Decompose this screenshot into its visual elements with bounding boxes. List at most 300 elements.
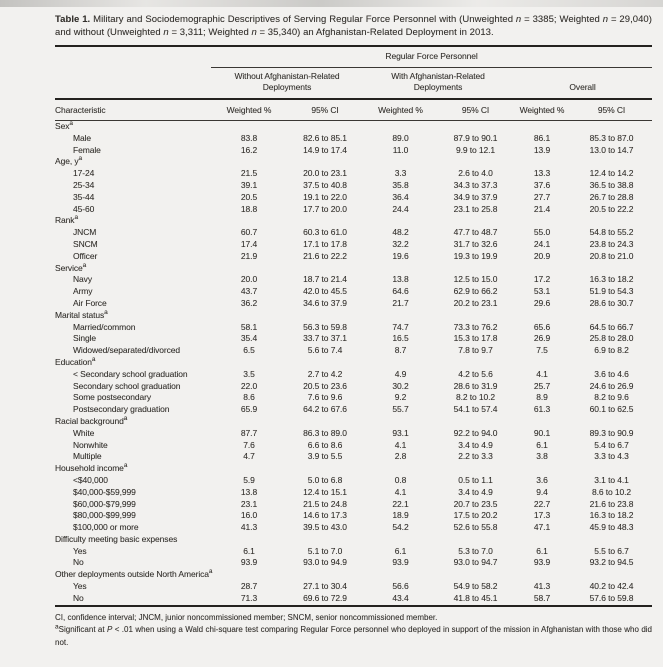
- category-row: [55, 357, 652, 369]
- weighted-pct-cell: 4.9: [394, 368, 407, 379]
- ci-cell: 54.1 to 57.4: [453, 404, 498, 415]
- ci-cell: 21.6 to 23.8: [589, 498, 634, 509]
- weighted-pct-cell: 6.5: [243, 345, 255, 356]
- category-row: [55, 569, 652, 581]
- row-label: Single: [73, 333, 97, 344]
- ci-cell: 4.2 to 5.6: [458, 368, 493, 379]
- row-label: $60,000-$79,999: [73, 498, 136, 509]
- category-label: Rank$^a$: [55, 215, 78, 226]
- significance-marker: a: [78, 156, 83, 163]
- weighted-pct-cell: 48.2: [392, 227, 409, 238]
- row-label: Air Force: [73, 297, 107, 308]
- scan-artifact-band: [0, 0, 663, 7]
- category-label: Service$^a$: [55, 262, 87, 273]
- data-row: [55, 510, 652, 522]
- category-row: [55, 215, 652, 227]
- weighted-pct-cell: 21.4: [533, 203, 551, 214]
- weighted-pct-cell: 93.9: [533, 557, 551, 568]
- data-row: [55, 251, 652, 263]
- weighted-pct-cell: 3.8: [536, 451, 548, 462]
- ci-cell: 20.5 to 23.6: [303, 380, 347, 391]
- ci-cell: 47.7 to 48.7: [453, 227, 498, 238]
- column-header-row: [55, 99, 652, 121]
- weighted-pct-cell: 24.4: [392, 203, 409, 214]
- ci-cell: 34.9 to 37.9: [453, 191, 498, 202]
- ci-cell: 60.1 to 62.5: [589, 404, 634, 415]
- weighted-pct-cell: 8.9: [536, 392, 548, 403]
- ci-cell: 21.5 to 24.8: [303, 498, 347, 509]
- title-text: Military and Sociodemographic Descriptives of Serving Regular Force Personnel with (Unweighted: [90, 14, 516, 25]
- group-header-without: Without Afghanistan-Related Deployments: [211, 68, 363, 100]
- row-label: Secondary school graduation: [73, 380, 181, 391]
- ci-cell: 3.6 to 4.6: [594, 368, 629, 379]
- weighted-pct-cell: 6.1: [394, 545, 407, 556]
- weighted-pct-cell: 29.6: [533, 297, 551, 308]
- ci-cell: 14.9 to 17.4: [303, 144, 347, 155]
- category-label: Sex$^a$: [55, 120, 73, 131]
- category-label: Age, $y^a$: [55, 156, 83, 167]
- weighted-pct-cell: 3.6: [536, 474, 548, 485]
- weighted-pct-cell: 3.3: [394, 168, 407, 179]
- ci-cell: 64.2 to 67.6: [303, 404, 347, 415]
- weighted-pct-cell: 4.1: [536, 368, 548, 379]
- weighted-pct-cell: 28.7: [240, 581, 258, 592]
- weighted-pct-cell: 53.1: [533, 286, 551, 297]
- ci-cell: 56.3 to 59.8: [303, 321, 347, 332]
- ci-cell: 6.6 to 8.6: [307, 439, 343, 450]
- ci-cell: 73.3 to 76.2: [453, 321, 498, 332]
- data-row: [55, 451, 652, 463]
- ci-cell: 5.4 to 6.7: [594, 439, 629, 450]
- ci-cell: 34.6 to 37.9: [303, 297, 347, 308]
- ci-cell: 5.1 to 7.0: [307, 545, 343, 556]
- col-header-ci-overall: 95% CI: [571, 99, 652, 121]
- weighted-pct-cell: 13.8: [392, 274, 409, 285]
- ci-cell: 3.3 to 4.3: [594, 451, 629, 462]
- weighted-pct-cell: 19.6: [392, 250, 409, 261]
- weighted-pct-cell: 20.5: [240, 191, 258, 202]
- row-label: Widowed/separated/divorced: [73, 345, 181, 356]
- ci-cell: 42.0 to 45.5: [303, 286, 347, 297]
- row-label: Nonwhite: [73, 439, 108, 450]
- ci-cell: 54.8 to 55.2: [589, 227, 634, 238]
- table-title: Table 1. Military and Sociodemographic Descriptives of Serving Regular Force Personnel with (Unweighted n = 3385; Weighted n = 29,040) and without (Unweighted n = 3,311; Weighted n = 35,340) an Afghanistan-Related Deployment in 2013.: [55, 14, 652, 38]
- ci-cell: 0.5 to 1.1: [458, 474, 493, 485]
- weighted-pct-cell: 47.1: [533, 522, 551, 533]
- ci-cell: 54.9 to 58.2: [453, 581, 498, 592]
- ci-cell: 5.3 to 7.0: [458, 545, 493, 556]
- weighted-pct-cell: 25.7: [533, 380, 551, 391]
- weighted-pct-cell: 9.4: [536, 486, 548, 497]
- weighted-pct-cell: 64.6: [392, 286, 409, 297]
- weighted-pct-cell: 32.2: [392, 238, 409, 249]
- spanner-header-row: [55, 46, 652, 68]
- significance-marker: a: [74, 215, 78, 222]
- weighted-pct-cell: 37.6: [533, 179, 551, 190]
- ci-cell: 20.2 to 23.1: [453, 297, 498, 308]
- data-row: [55, 239, 652, 251]
- data-row: [55, 499, 652, 511]
- weighted-pct-cell: 4.1: [394, 439, 407, 450]
- row-label: JNCM: [73, 227, 97, 238]
- weighted-pct-cell: 18.8: [240, 203, 258, 214]
- weighted-pct-cell: 35.4: [240, 333, 258, 344]
- ci-cell: 25.8 to 28.0: [589, 333, 634, 344]
- weighted-pct-cell: 23.1: [240, 498, 258, 509]
- data-row: [55, 298, 652, 310]
- weighted-pct-cell: 0.8: [394, 474, 407, 485]
- col-header-weighted-pct-overall: Weighted %: [513, 99, 571, 121]
- weighted-pct-cell: 18.9: [392, 510, 409, 521]
- weighted-pct-cell: 30.2: [392, 380, 409, 391]
- weighted-pct-cell: 35.8: [392, 179, 409, 190]
- ci-cell: 52.6 to 55.8: [453, 522, 498, 533]
- row-label: Officer: [73, 250, 98, 261]
- data-row: [55, 180, 652, 192]
- ci-cell: 93.0 to 94.7: [453, 557, 498, 568]
- weighted-pct-cell: 87.7: [240, 427, 258, 438]
- data-row: [55, 581, 652, 593]
- row-label: Married/common: [73, 321, 136, 332]
- significance-marker: a: [69, 120, 73, 128]
- weighted-pct-cell: 17.3: [533, 510, 551, 521]
- significance-marker: a: [82, 262, 87, 269]
- ci-cell: 5.6 to 7.4: [307, 345, 343, 356]
- weighted-pct-cell: 21.7: [392, 297, 409, 308]
- weighted-pct-cell: 65.6: [533, 321, 551, 332]
- ci-cell: 20.5 to 22.2: [589, 203, 634, 214]
- ci-cell: 14.6 to 17.3: [303, 510, 347, 521]
- ci-cell: 19.1 to 22.0: [303, 191, 347, 202]
- ci-cell: 12.5 to 15.0: [453, 274, 498, 285]
- table-body: [55, 121, 652, 606]
- weighted-pct-cell: 27.7: [533, 191, 551, 202]
- weighted-pct-cell: 11.0: [392, 144, 409, 155]
- row-label: $80,000-$99,999: [73, 510, 136, 521]
- data-row: [55, 557, 652, 569]
- weighted-pct-cell: 13.8: [240, 486, 258, 497]
- col-header-weighted-pct-with: Weighted %: [363, 99, 438, 121]
- weighted-pct-cell: 17.4: [240, 238, 258, 249]
- ci-cell: 7.8 to 9.7: [458, 345, 493, 356]
- group-header-with: With Afghanistan-Related Deployments: [363, 68, 513, 100]
- ci-cell: 33.7 to 37.1: [303, 333, 347, 344]
- ci-cell: 12.4 to 14.2: [589, 168, 634, 179]
- ci-cell: 3.4 to 4.9: [458, 486, 493, 497]
- weighted-pct-cell: 71.3: [240, 592, 258, 603]
- ci-cell: 23.1 to 25.8: [453, 203, 498, 214]
- col-header-characteristic: Characteristic: [55, 99, 211, 121]
- col-header-weighted-pct-without: Weighted %: [211, 99, 287, 121]
- ci-cell: 5.0 to 6.8: [307, 474, 343, 485]
- row-label: Army: [73, 286, 93, 297]
- ci-cell: 69.6 to 72.9: [303, 592, 347, 603]
- table-number-label: Table 1.: [55, 14, 91, 25]
- row-label: Yes: [73, 545, 87, 556]
- weighted-pct-cell: 61.3: [533, 404, 551, 415]
- ci-cell: 31.7 to 32.6: [453, 238, 498, 249]
- ci-cell: 2.7 to 4.2: [307, 368, 343, 379]
- ci-cell: 20.0 to 23.1: [303, 168, 347, 179]
- weighted-pct-cell: 22.1: [392, 498, 409, 509]
- category-label: Marital status$^a$: [55, 309, 108, 320]
- weighted-pct-cell: 43.7: [240, 286, 258, 297]
- ci-cell: 87.9 to 90.1: [453, 132, 498, 143]
- weighted-pct-cell: 43.4: [392, 592, 409, 603]
- ci-cell: 92.2 to 94.0: [453, 427, 498, 438]
- footnote-significance: $^a$Significant at P < .01 when using a Wald chi-square test comparing Regular Force personnel who deployed in support of the mission in Afghanistan with those who did not.: [55, 623, 652, 647]
- weighted-pct-cell: 55.7: [392, 404, 409, 415]
- ci-cell: 27.1 to 30.4: [303, 581, 347, 592]
- category-row: [55, 534, 652, 546]
- weighted-pct-cell: 74.7: [392, 321, 409, 332]
- row-label: Some postsecondary: [73, 392, 152, 403]
- ci-cell: 24.6 to 26.9: [589, 380, 634, 391]
- ci-cell: 64.5 to 66.7: [589, 321, 634, 332]
- weighted-pct-cell: 90.1: [533, 427, 551, 438]
- data-row: [55, 286, 652, 298]
- data-row: [55, 204, 652, 216]
- weighted-pct-cell: 65.9: [240, 404, 258, 415]
- ci-cell: 51.9 to 54.3: [589, 286, 634, 297]
- ci-cell: 16.3 to 18.2: [589, 274, 634, 285]
- weighted-pct-cell: 20.0: [240, 274, 258, 285]
- weighted-pct-cell: 58.1: [240, 321, 258, 332]
- weighted-pct-cell: 20.9: [533, 250, 551, 261]
- row-label: Yes: [73, 581, 87, 592]
- ci-cell: 82.6 to 85.1: [303, 132, 347, 143]
- weighted-pct-cell: 93.9: [392, 557, 409, 568]
- ci-cell: 39.5 to 43.0: [303, 522, 347, 533]
- weighted-pct-cell: 89.0: [392, 132, 409, 143]
- ci-cell: 3.9 to 5.5: [307, 451, 343, 462]
- ci-cell: 17.7 to 20.0: [303, 203, 347, 214]
- ci-cell: 9.9 to 12.1: [455, 144, 496, 155]
- data-row: [55, 192, 652, 204]
- data-row: [55, 322, 652, 334]
- ci-cell: 40.2 to 42.4: [589, 581, 634, 592]
- ci-cell: 18.7 to 21.4: [303, 274, 347, 285]
- ci-cell: 57.6 to 59.8: [589, 592, 634, 603]
- ci-cell: 41.8 to 45.1: [453, 592, 498, 603]
- category-row: [55, 121, 652, 133]
- ci-cell: 85.3 to 87.0: [589, 132, 634, 143]
- data-row: [55, 369, 652, 381]
- ci-cell: 34.3 to 37.3: [453, 179, 498, 190]
- row-label: SNCM: [73, 238, 98, 249]
- significance-marker: a: [123, 463, 128, 470]
- data-row: [55, 381, 652, 393]
- weighted-pct-cell: 21.5: [240, 168, 258, 179]
- weighted-pct-cell: 22.0: [240, 380, 258, 391]
- ci-cell: 3.1 to 4.1: [594, 474, 629, 485]
- ci-cell: 17.1 to 17.8: [303, 238, 347, 249]
- group-header-overall: Overall: [513, 68, 652, 100]
- ci-cell: 8.6 to 10.2: [591, 486, 632, 497]
- row-label: White: [73, 427, 95, 438]
- weighted-pct-cell: 54.2: [392, 522, 409, 533]
- weighted-pct-cell: 3.5: [243, 368, 255, 379]
- weighted-pct-cell: 36.4: [392, 191, 409, 202]
- data-row: [55, 404, 652, 416]
- row-label: 17-24: [73, 168, 95, 179]
- ci-cell: 2.2 to 3.3: [458, 451, 493, 462]
- category-row: [55, 310, 652, 322]
- spanner-header: Regular Force Personnel: [211, 46, 652, 68]
- ci-cell: 8.2 to 10.2: [455, 392, 496, 403]
- ci-cell: 2.6 to 4.0: [458, 168, 493, 179]
- row-label: Female: [73, 144, 101, 155]
- category-label: Education$^a$: [55, 356, 96, 367]
- ci-cell: 13.0 to 14.7: [589, 144, 634, 155]
- weighted-pct-cell: 8.7: [394, 345, 407, 356]
- weighted-pct-cell: 93.9: [240, 557, 258, 568]
- ci-cell: 93.2 to 94.5: [589, 557, 634, 568]
- ci-cell: 12.4 to 15.1: [303, 486, 347, 497]
- ci-cell: 6.9 to 8.2: [594, 345, 629, 356]
- row-label: Multiple: [73, 451, 102, 462]
- ci-cell: 60.3 to 61.0: [303, 227, 347, 238]
- weighted-pct-cell: 36.2: [240, 297, 258, 308]
- footnote-marker: a: [55, 623, 59, 631]
- row-label: <$40,000: [73, 474, 108, 485]
- row-label: 45-60: [73, 203, 95, 214]
- weighted-pct-cell: 56.6: [392, 581, 409, 592]
- ci-cell: 26.7 to 28.8: [589, 191, 634, 202]
- data-row: [55, 487, 652, 499]
- ci-cell: 19.3 to 19.9: [453, 250, 498, 261]
- weighted-pct-cell: 93.1: [392, 427, 409, 438]
- ci-cell: 3.4 to 4.9: [458, 439, 493, 450]
- category-label: Difficulty meeting basic expenses: [55, 533, 178, 544]
- col-header-ci-with: 95% CI: [438, 99, 513, 121]
- category-row: [55, 416, 652, 428]
- row-label: $40,000-$59,999: [73, 486, 136, 497]
- row-label: Postsecondary graduation: [73, 404, 170, 415]
- row-label: 25-34: [73, 179, 95, 190]
- row-label: No: [73, 557, 84, 568]
- weighted-pct-cell: 5.9: [243, 474, 255, 485]
- data-row: [55, 133, 652, 145]
- category-row: [55, 156, 652, 168]
- data-row: [55, 168, 652, 180]
- spanner-stub: [55, 46, 211, 68]
- data-row: [55, 392, 652, 404]
- row-label: Male: [73, 132, 92, 143]
- data-row: [55, 428, 652, 440]
- weighted-pct-cell: 8.6: [243, 392, 255, 403]
- category-label: Other deployments outside North America$^a$: [55, 569, 213, 580]
- weighted-pct-cell: 17.2: [533, 274, 551, 285]
- data-row: [55, 593, 652, 606]
- weighted-pct-cell: 13.3: [533, 168, 551, 179]
- data-row: [55, 546, 652, 558]
- ci-cell: 89.3 to 90.9: [589, 427, 634, 438]
- ci-cell: 28.6 to 30.7: [589, 297, 634, 308]
- data-row: [55, 522, 652, 534]
- weighted-pct-cell: 16.2: [240, 144, 258, 155]
- data-row: [55, 333, 652, 345]
- data-row: [55, 475, 652, 487]
- weighted-pct-cell: 6.1: [243, 545, 255, 556]
- col-header-ci-without: 95% CI: [287, 99, 363, 121]
- weighted-pct-cell: 26.9: [533, 333, 551, 344]
- weighted-pct-cell: 24.1: [533, 238, 551, 249]
- data-row: [55, 227, 652, 239]
- row-label: No: [73, 592, 84, 603]
- data-row: [55, 345, 652, 357]
- weighted-pct-cell: 6.1: [536, 545, 548, 556]
- weighted-pct-cell: 86.1: [533, 132, 551, 143]
- footnote-abbreviations: CI, confidence interval; JNCM, junior noncommissioned member; SNCM, senior noncommissioned member.: [55, 612, 438, 622]
- weighted-pct-cell: 21.9: [240, 250, 258, 261]
- ci-cell: 21.6 to 22.2: [303, 250, 347, 261]
- row-label: Navy: [73, 274, 92, 285]
- ci-cell: 15.3 to 17.8: [453, 333, 498, 344]
- significance-marker: a: [104, 309, 108, 316]
- weighted-pct-cell: 55.0: [533, 227, 551, 238]
- ci-cell: 16.3 to 18.2: [589, 510, 634, 521]
- ci-cell: 17.5 to 20.2: [453, 510, 498, 521]
- ci-cell: 5.5 to 6.7: [594, 545, 629, 556]
- ci-cell: 36.5 to 38.8: [589, 179, 634, 190]
- weighted-pct-cell: 60.7: [240, 227, 258, 238]
- weighted-pct-cell: 16.5: [392, 333, 409, 344]
- ci-cell: 23.8 to 24.3: [589, 238, 634, 249]
- significance-marker: a: [123, 415, 128, 423]
- weighted-pct-cell: 4.1: [394, 486, 407, 497]
- ci-cell: 28.6 to 31.9: [453, 380, 498, 391]
- weighted-pct-cell: 39.1: [240, 179, 258, 190]
- weighted-pct-cell: 6.1: [536, 439, 548, 450]
- group-header-row: [55, 68, 652, 100]
- weighted-pct-cell: 9.2: [394, 392, 407, 403]
- ci-cell: 62.9 to 66.2: [453, 286, 498, 297]
- weighted-pct-cell: 41.3: [240, 522, 258, 533]
- data-row: [55, 145, 652, 157]
- weighted-pct-cell: 41.3: [533, 581, 551, 592]
- significance-marker: a: [208, 569, 213, 576]
- weighted-pct-cell: 7.6: [243, 439, 255, 450]
- category-label: Household income$^a$: [55, 463, 128, 474]
- row-label: $100,000 or more: [73, 522, 139, 533]
- data-row: [55, 274, 652, 286]
- ci-cell: 45.9 to 48.3: [589, 522, 634, 533]
- ci-cell: 86.3 to 89.0: [303, 427, 347, 438]
- weighted-pct-cell: 13.9: [533, 144, 551, 155]
- weighted-pct-cell: 7.5: [536, 345, 548, 356]
- weighted-pct-cell: 83.8: [240, 132, 258, 143]
- ci-cell: 8.2 to 9.6: [594, 392, 629, 403]
- weighted-pct-cell: 2.8: [394, 451, 407, 462]
- ci-cell: 93.0 to 94.9: [303, 557, 347, 568]
- footnotes: [55, 612, 652, 650]
- weighted-pct-cell: 58.7: [533, 592, 551, 603]
- row-label: 35-44: [73, 191, 95, 202]
- category-row: [55, 463, 652, 475]
- category-row: [55, 263, 652, 275]
- weighted-pct-cell: 22.7: [533, 498, 551, 509]
- row-label: < Secondary school graduation: [73, 368, 188, 379]
- significance-marker: a: [91, 356, 96, 364]
- weighted-pct-cell: 4.7: [243, 451, 255, 462]
- scanned-paper-page: [55, 13, 652, 649]
- category-label: Racial background$^a$: [55, 415, 128, 426]
- ci-cell: 37.5 to 40.8: [303, 179, 347, 190]
- ci-cell: 20.8 to 21.0: [589, 250, 634, 261]
- ci-cell: 20.7 to 23.5: [453, 498, 498, 509]
- descriptives-table: [55, 45, 652, 607]
